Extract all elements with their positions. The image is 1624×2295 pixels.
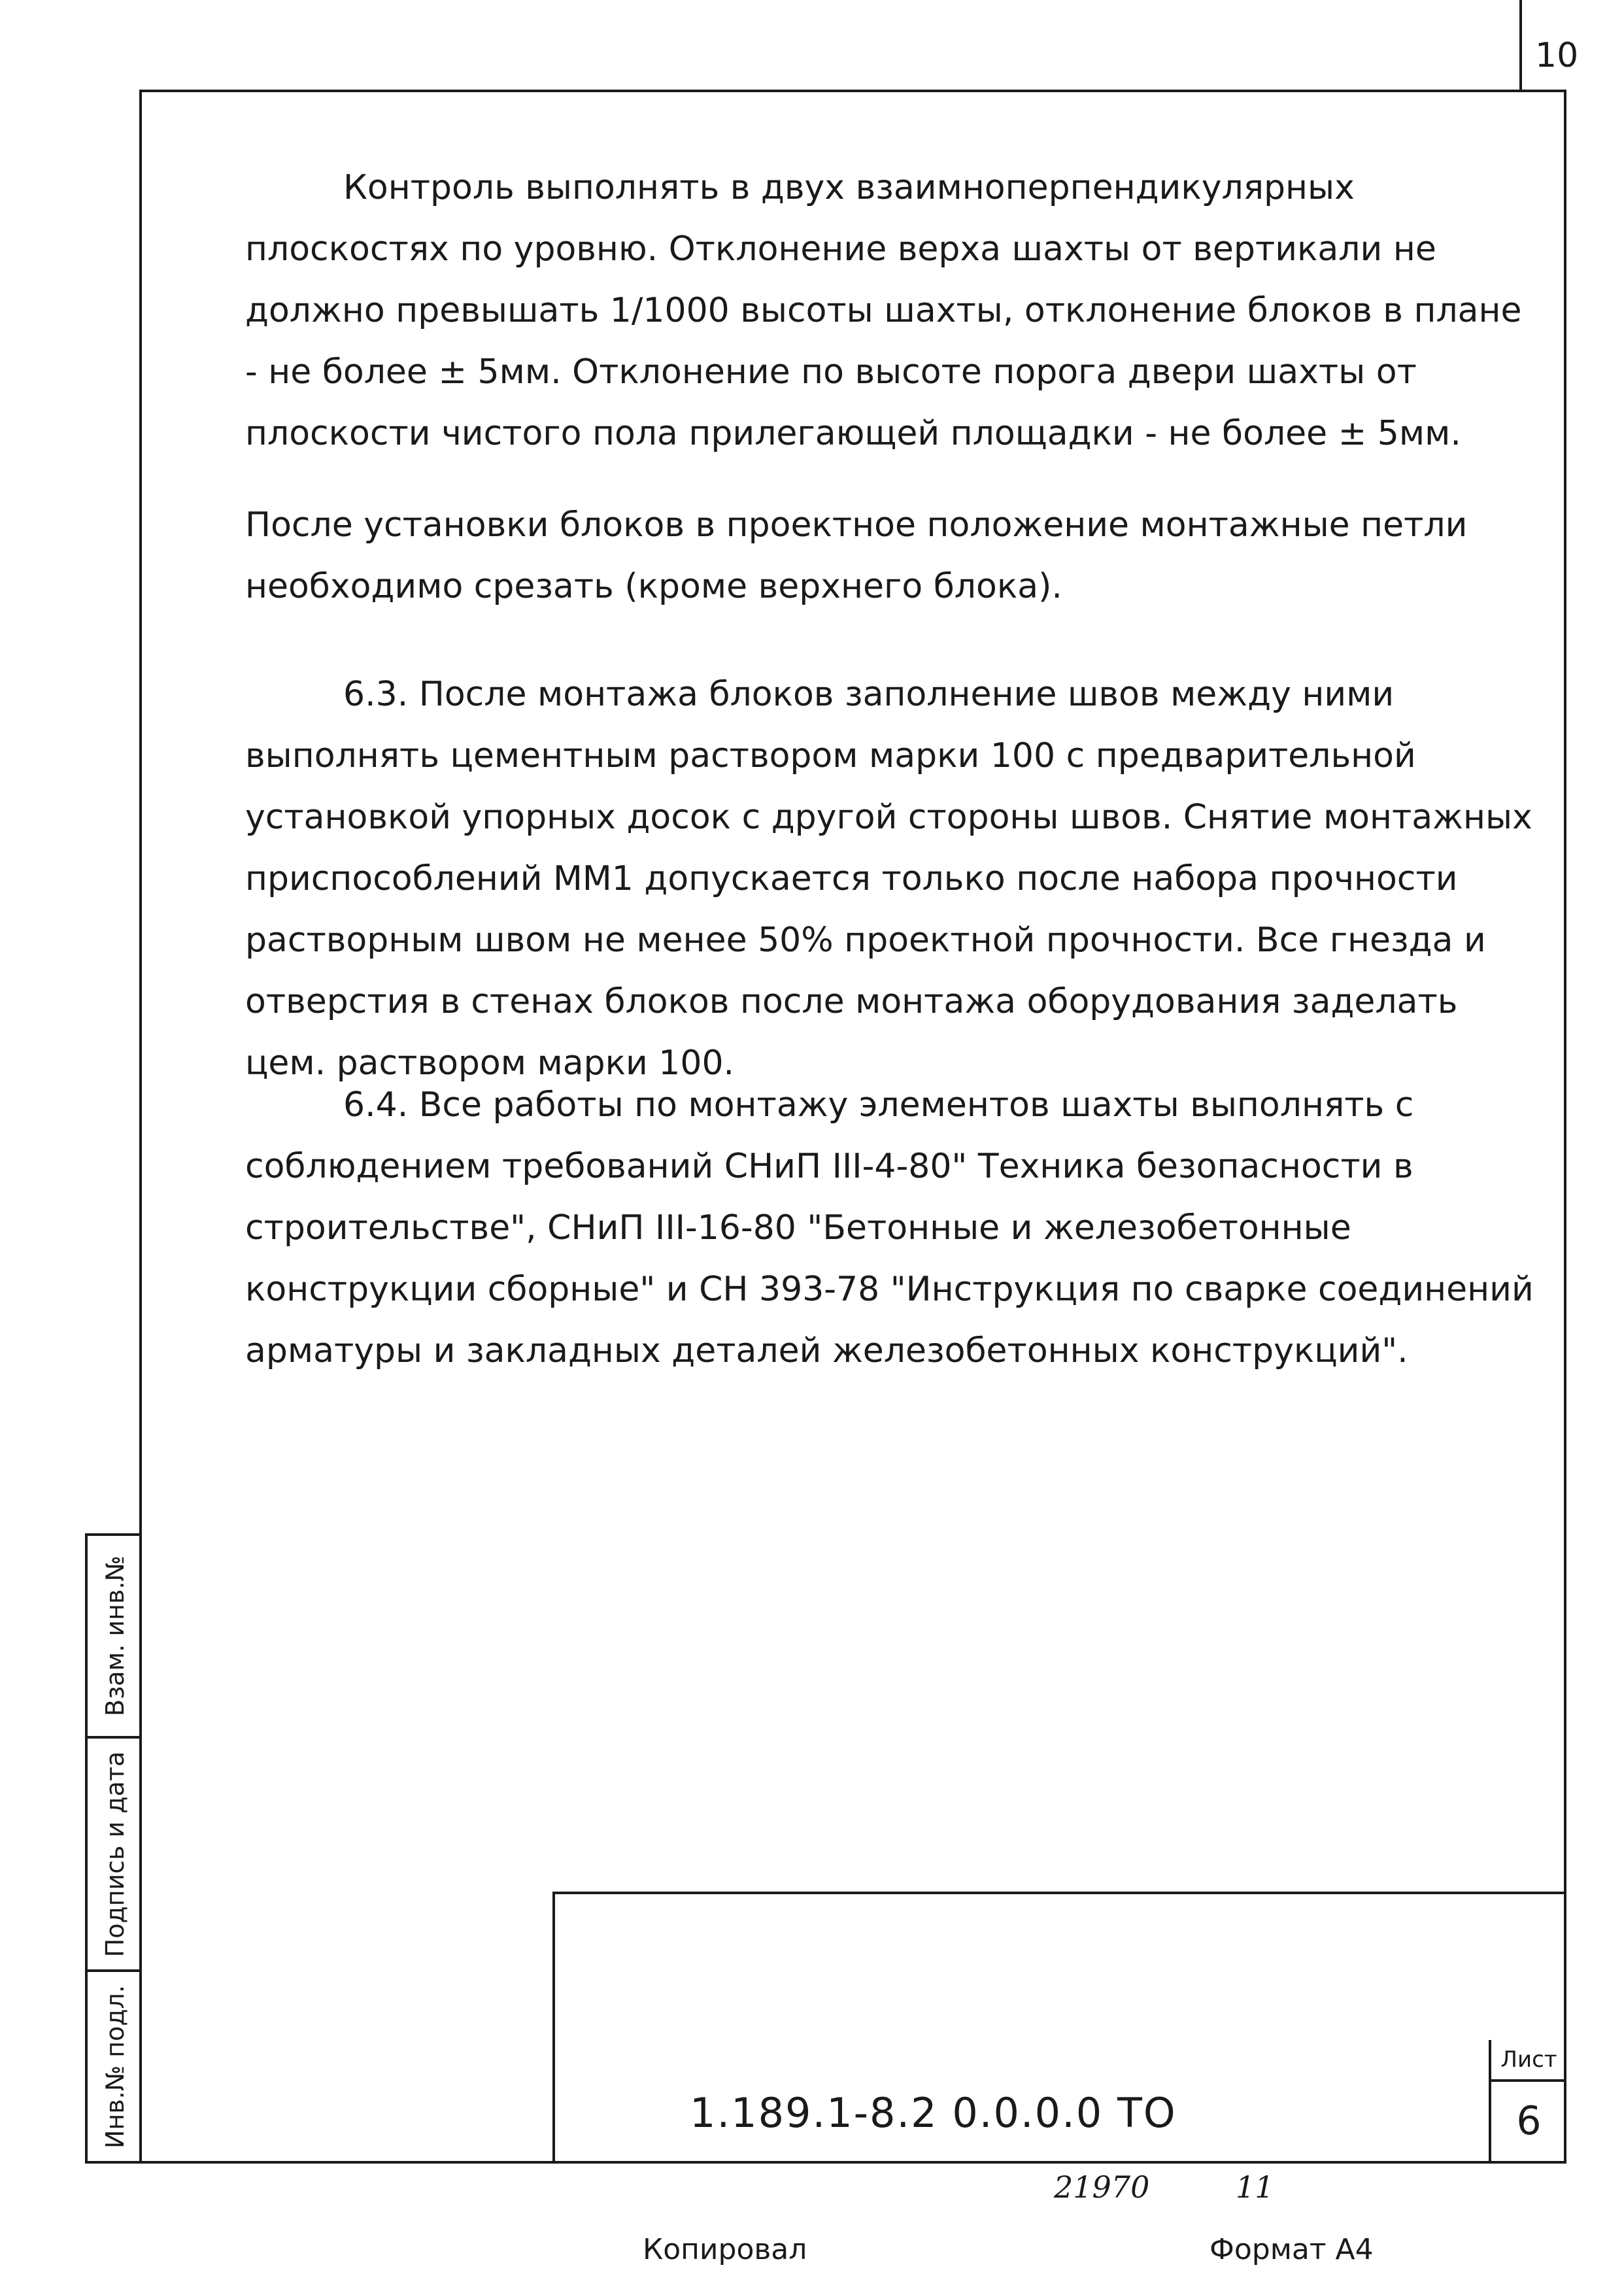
paragraph-text: Контроль выполнять в двух взаимноперпендикулярных плоскостях по уровню. Отклонение верха шахты от вертикали не должно превышать 1/1000 высоты шахты, отклонение блоков в плане - не более ± 5мм. Отклонение по высоте порога двери шахты от плоскости чистого пола прилегающей площадки - не более ± 5мм. <box>245 168 1522 453</box>
paragraph-control <box>245 157 1540 464</box>
stamp-label-replacement: Взам. инв.№ <box>100 1556 129 1716</box>
stamp-cell-signature <box>88 1739 142 1972</box>
stamp-label-inventory: Инв.№ подл. <box>100 1984 129 2149</box>
page-number: 10 <box>1535 36 1579 75</box>
document-code: 1.189.1-8.2 0.0.0.0 ТО <box>690 2089 1177 2137</box>
inventory-number: 21970 <box>1054 2169 1150 2205</box>
stamp-cell-replacement <box>88 1536 142 1739</box>
sheet-number: 6 <box>1516 2098 1542 2144</box>
paragraph-text: 6.3. После монтажа блоков заполнение швов между ними выполнять цементным раствором марки 100 с предварительной установкой упорных досок с другой стороны швов. Снятие монтажных приспособлений ММ1 допускается только после набора прочности растворным швом не менее 50% проектной прочности. Все гнезда и отверстия в стенах блоков после монтажа оборудования заделать цем. раствором марки 100. <box>245 675 1532 1083</box>
sheet-box <box>1489 2040 1566 2164</box>
sheet-label: Лист <box>1491 2040 1566 2082</box>
paragraph-6-3 <box>245 664 1540 1094</box>
paragraph-after-install <box>245 494 1540 617</box>
copied-label: Копировал <box>643 2233 807 2266</box>
stamp-label-signature: Подпись и дата <box>100 1751 129 1957</box>
side-stamp <box>85 1533 142 2164</box>
paragraph-6-4 <box>245 1074 1540 1382</box>
stamp-cell-inventory <box>88 1972 142 2162</box>
paragraph-text: После установки блоков в проектное положение монтажные петли необходимо срезать (кроме верхнего блока). <box>245 505 1468 606</box>
inventory-sheets: 11 <box>1236 2169 1274 2205</box>
format-label: Формат А4 <box>1210 2233 1374 2266</box>
paragraph-text: 6.4. Все работы по монтажу элементов шахты выполнять с соблюдением требований СНиП III-4-80" Техника безопасности в строительстве", СНиП III-16-80 "Бетонные и железобетонные конструкции сборные" и СН 393-78 "Инструкция по сварке соединений арматуры и закладных деталей железобетонных конструкций". <box>245 1085 1534 1370</box>
